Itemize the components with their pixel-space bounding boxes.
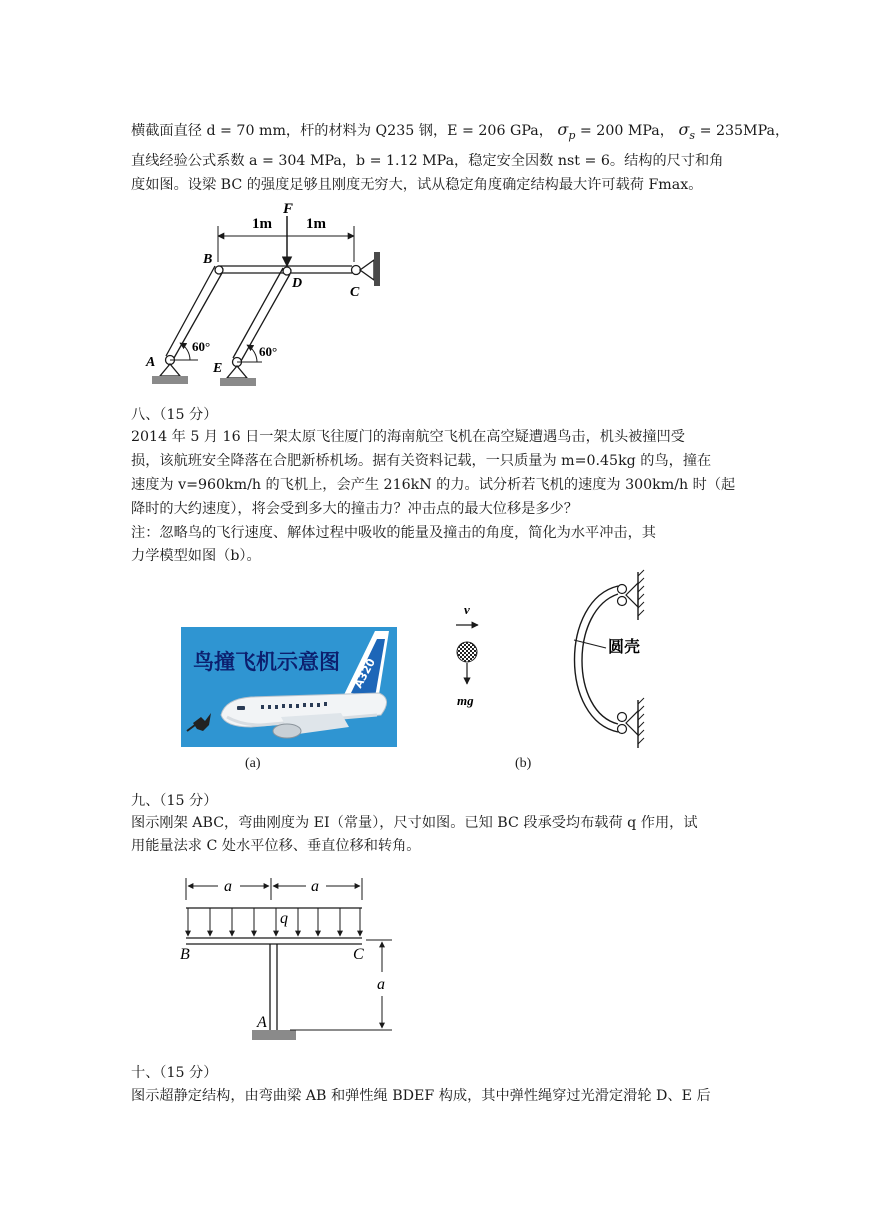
q10-heading: 十、（15 分）: [131, 1065, 218, 1081]
bird-strike-illustration: [181, 627, 397, 747]
angle-60-E: 60°: [259, 344, 278, 359]
q9-heading: 九、（15 分）: [131, 793, 218, 809]
label-mg: mg: [457, 693, 474, 708]
caption-b: (b): [515, 756, 532, 771]
q8-heading: 八、（15 分）: [131, 407, 218, 423]
q7-truss-figure: [140, 196, 400, 392]
dim-a-vertical: a: [377, 976, 385, 993]
caption-a: (a): [245, 756, 261, 771]
q7-text-line-1: [131, 120, 789, 146]
panel-title: 鸟撞飞机示意图: [193, 650, 340, 674]
dim-1m-left: 1m: [252, 216, 272, 232]
label-C-frame: C: [353, 946, 364, 963]
label-F: F: [283, 201, 294, 217]
sigma-s-value: = 235MPa，: [699, 123, 790, 139]
sigma-s-symbol: $\sigma_s$: [678, 120, 696, 143]
q8-text-line-5: 注：忽略鸟的飞行速度、解体过程中吸收的能量及撞击的角度，简化为水平冲击，其: [131, 525, 656, 541]
dim-a-right: a: [311, 878, 319, 895]
label-C: C: [350, 285, 360, 300]
label-q: q: [280, 910, 288, 927]
q10-text-line-1: 图示超静定结构，由弯曲梁 AB 和弹性绳 BDEF 构成，其中弹性绳穿过光滑定滑轮 D、E 后: [131, 1088, 711, 1104]
q9-text-line-1: 图示刚架 ABC，弯曲刚度为 EI（常量），尺寸如图。已知 BC 段承受均布载荷 q 作用，试: [131, 815, 698, 831]
label-B: B: [203, 252, 213, 267]
q8-text-line-4: 降时的大约速度），将会受到多大的撞击力？冲击点的最大位移是多少？: [131, 501, 578, 517]
q9-frame-figure: [172, 868, 402, 1044]
label-E: E: [213, 361, 223, 376]
q8-text-line-2: 损，该航班安全降落在合肥新桥机场。据有关资料记载，一只质量为 m=0.45kg 的鸟，撞在: [131, 453, 712, 469]
q8-text-line-1: 2014 年 5 月 16 日一架太原飞往厦门的海南航空飞机在高空疑遭遇鸟击，机头被撞凹受: [131, 429, 685, 445]
impact-model-figure: [440, 566, 670, 776]
label-v: v: [464, 602, 470, 617]
q7-line1-pre: 横截面直径 d = 70 mm，杆的材料为 Q235 钢，E = 206 GPa，: [131, 123, 553, 139]
plane-tail-label: A320: [351, 656, 378, 691]
q9-text-line-2: 用能量法求 C 处水平位移、垂直位移和转角。: [131, 838, 421, 854]
q8-text-line-3: 速度为 v=960km/h 的飞机上，会产生 216kN 的力。试分析若飞机的速度为 300km/h 时（起: [131, 477, 736, 493]
q8-text-line-6: 力学模型如图（b）。: [131, 548, 261, 564]
label-A: A: [146, 355, 156, 370]
dim-1m-right: 1m: [306, 216, 326, 232]
angle-60-A: 60°: [192, 339, 211, 354]
label-A-frame: A: [257, 1014, 267, 1031]
q7-text-line-2: 直线经验公式系数 a = 304 MPa，b = 1.12 MPa，稳定安全因数 nst = 6。结构的尺寸和角: [131, 153, 724, 169]
label-shell: 圆壳: [608, 637, 641, 656]
label-D: D: [292, 276, 303, 291]
sigma-p-symbol: $\sigma_p$: [557, 120, 576, 143]
dim-a-left: a: [224, 878, 232, 895]
sigma-p-value: = 200 MPa，: [579, 123, 674, 139]
label-B-frame: B: [180, 946, 190, 963]
q7-text-line-3: 度如图。设梁 BC 的强度足够且刚度无穷大，试从稳定角度确定结构最大许可载荷 Fmax。: [131, 177, 703, 193]
